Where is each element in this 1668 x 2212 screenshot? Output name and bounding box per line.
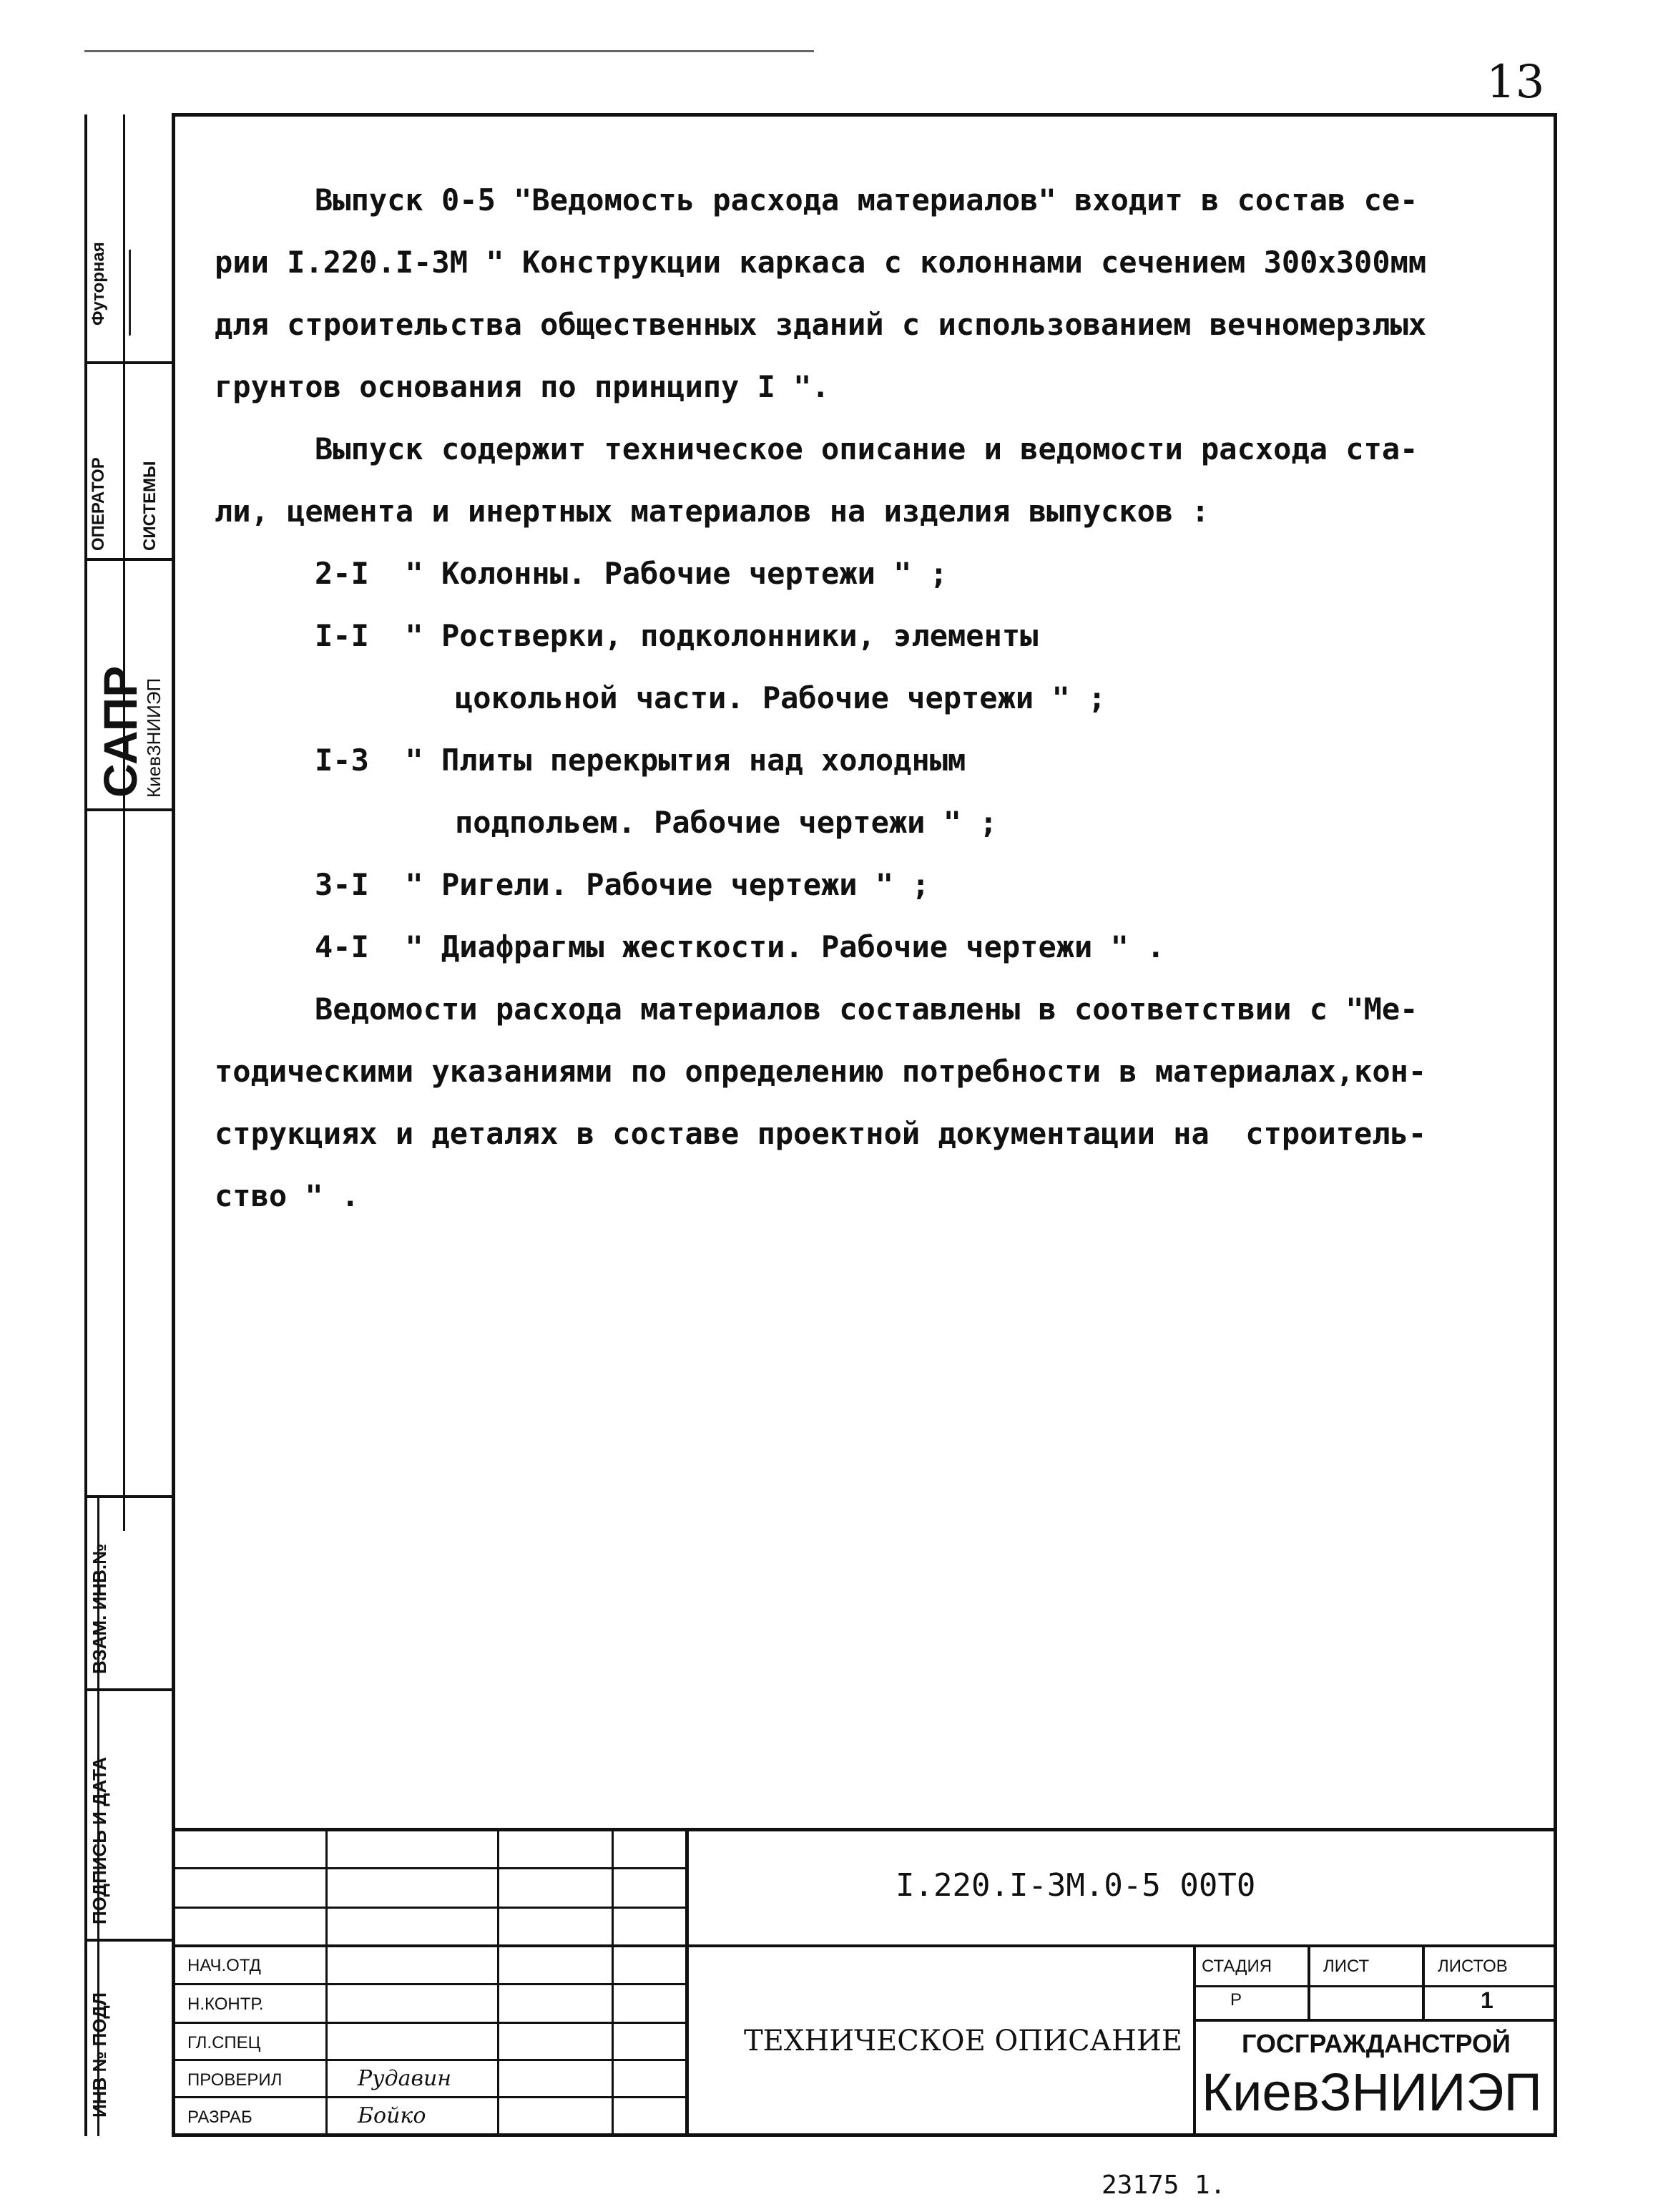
- stamp-role: НАЧ.ОТД: [187, 1956, 261, 1975]
- body-line: Выпуск содержит техническое описание и ведомости расхода ста-: [315, 431, 1418, 466]
- stamp-stage-row-2: [1193, 2019, 1557, 2022]
- body-line: Ведомости расхода материалов составлены в соответствии с "Ме-: [315, 992, 1418, 1027]
- frame-right: [1554, 114, 1557, 2136]
- body-line: тодическими указаниями по определению потребности в материалах,кон-: [215, 1054, 1427, 1089]
- margin-label-sapr: САПР: [94, 665, 147, 798]
- stamp-name: Бойко: [358, 2103, 426, 2128]
- margin-divider-2: [84, 558, 173, 561]
- stamp-row-7: [172, 2096, 687, 2098]
- margin-label-sistemy: СИСТЕМЫ: [140, 461, 160, 551]
- stamp-role: РАЗРАБ: [187, 2108, 252, 2127]
- stamp-row-5: [172, 2022, 687, 2024]
- stage-header: СТАДИЯ: [1202, 1957, 1272, 1976]
- body-line: 2-I " Колонны. Рабочие чертежи " ;: [315, 556, 948, 591]
- stamp-col-2: [497, 1828, 499, 2135]
- margin-label-inv-podl: ИНВ № ПОДЛ: [89, 1992, 110, 2118]
- bottom-number: 23175 1.: [1102, 2171, 1226, 2200]
- body-line: струкциях и деталях в составе проектной документации на строитель-: [215, 1116, 1427, 1151]
- stamp-row-6: [172, 2059, 687, 2061]
- stage-value: Р: [1230, 1990, 1242, 2010]
- body-line: 3-I " Ригели. Рабочие чертежи " ;: [315, 867, 930, 902]
- body-line: 4-I " Диафрагмы жесткости. Рабочие чертежи " .: [315, 929, 1165, 964]
- margin-divider-1: [84, 361, 173, 364]
- body-line: для строительства общественных зданий с использованием вечномерзлых: [215, 307, 1427, 342]
- org-top: ГОСГРАЖДАНСТРОЙ: [1242, 2029, 1511, 2058]
- stamp-row-1: [172, 1867, 687, 1869]
- stamp-row-3: [172, 1944, 1557, 1947]
- body-line: подпольем. Рабочие чертежи " ;: [455, 805, 998, 840]
- sheet-number: 13: [1486, 56, 1545, 109]
- body-line: рии I.220.I-3М " Конструкции каркаса с колоннами сечением 300х300мм: [215, 245, 1427, 280]
- body-line: ли, цемента и инертных материалов на изделия выпусков :: [215, 494, 1210, 529]
- margin-label-operator: ОПЕРАТОР: [89, 457, 108, 551]
- body-line: Выпуск 0-5 "Ведомость расхода материалов" входит в состав се-: [315, 182, 1418, 217]
- margin-divider-3: [84, 808, 173, 811]
- body-line: ство " .: [215, 1178, 360, 1213]
- sheets-value: 1: [1481, 1987, 1493, 2013]
- stamp-role: ГЛ.СПЕЦ: [187, 2033, 261, 2052]
- margin-divider-6: [84, 1939, 173, 1942]
- stamp-name: Рудавин: [358, 2066, 452, 2091]
- stamp-top: [172, 1828, 1557, 1831]
- stamp-col-3: [612, 1828, 614, 2135]
- stamp-row-4: [172, 1983, 687, 1985]
- stamp-col-sheet: [1308, 1944, 1310, 2020]
- margin-label-vzam-inv: ВЗАМ. ИНВ.№: [89, 1543, 110, 1674]
- margin-signature-mark: [129, 236, 167, 336]
- document-body: [215, 169, 1531, 1227]
- frame-top: [172, 113, 1557, 117]
- document-code: I.220.I-3M.0-5 00T0: [896, 1867, 1256, 1904]
- frame-left: [172, 114, 175, 2136]
- margin-divider-4: [84, 1495, 173, 1498]
- body-line: цокольной части. Рабочие чертежи " ;: [455, 680, 1107, 715]
- stamp-col-1: [325, 1828, 328, 2135]
- stamp-row-2: [172, 1907, 687, 1909]
- margin-label-podpis-data: ПОДПИСЬ И ДАТА: [89, 1756, 110, 1924]
- stamp-col-4: [685, 1828, 689, 2135]
- stamp-role: ПРОВЕРИЛ: [187, 2070, 283, 2090]
- margin-strip-left: [84, 114, 87, 2136]
- body-line: I-I " Ростверки, подколонники, элементы: [315, 618, 1039, 653]
- stamp-role: Н.КОНТР.: [187, 1995, 264, 2014]
- margin-strip-mid: [123, 114, 125, 1531]
- stamp-col-sheets: [1422, 1944, 1425, 2020]
- margin-divider-5: [84, 1688, 173, 1691]
- document-title: ТЕХНИЧЕСКОЕ ОПИСАНИЕ: [744, 2025, 1182, 2057]
- org-bottom: КиевЗНИИЭП: [1202, 2062, 1542, 2122]
- margin-label-futornaya: Футорная: [89, 242, 108, 326]
- margin-label-kievzniiep: КиевЗНИИЭП: [143, 677, 165, 798]
- stamp-col-stage: [1193, 1944, 1196, 2136]
- stamp-stage-row-1: [1193, 1985, 1557, 1987]
- sheets-header: ЛИСТОВ: [1438, 1957, 1508, 1976]
- body-line: грунтов основания по принципу I ".: [215, 369, 830, 404]
- body-line: I-3 " Плиты перекрытия над холодным: [315, 743, 966, 778]
- frame-bottom: [172, 2133, 1557, 2137]
- top-scan-line: [84, 50, 814, 52]
- sheet-header: ЛИСТ: [1323, 1957, 1370, 1976]
